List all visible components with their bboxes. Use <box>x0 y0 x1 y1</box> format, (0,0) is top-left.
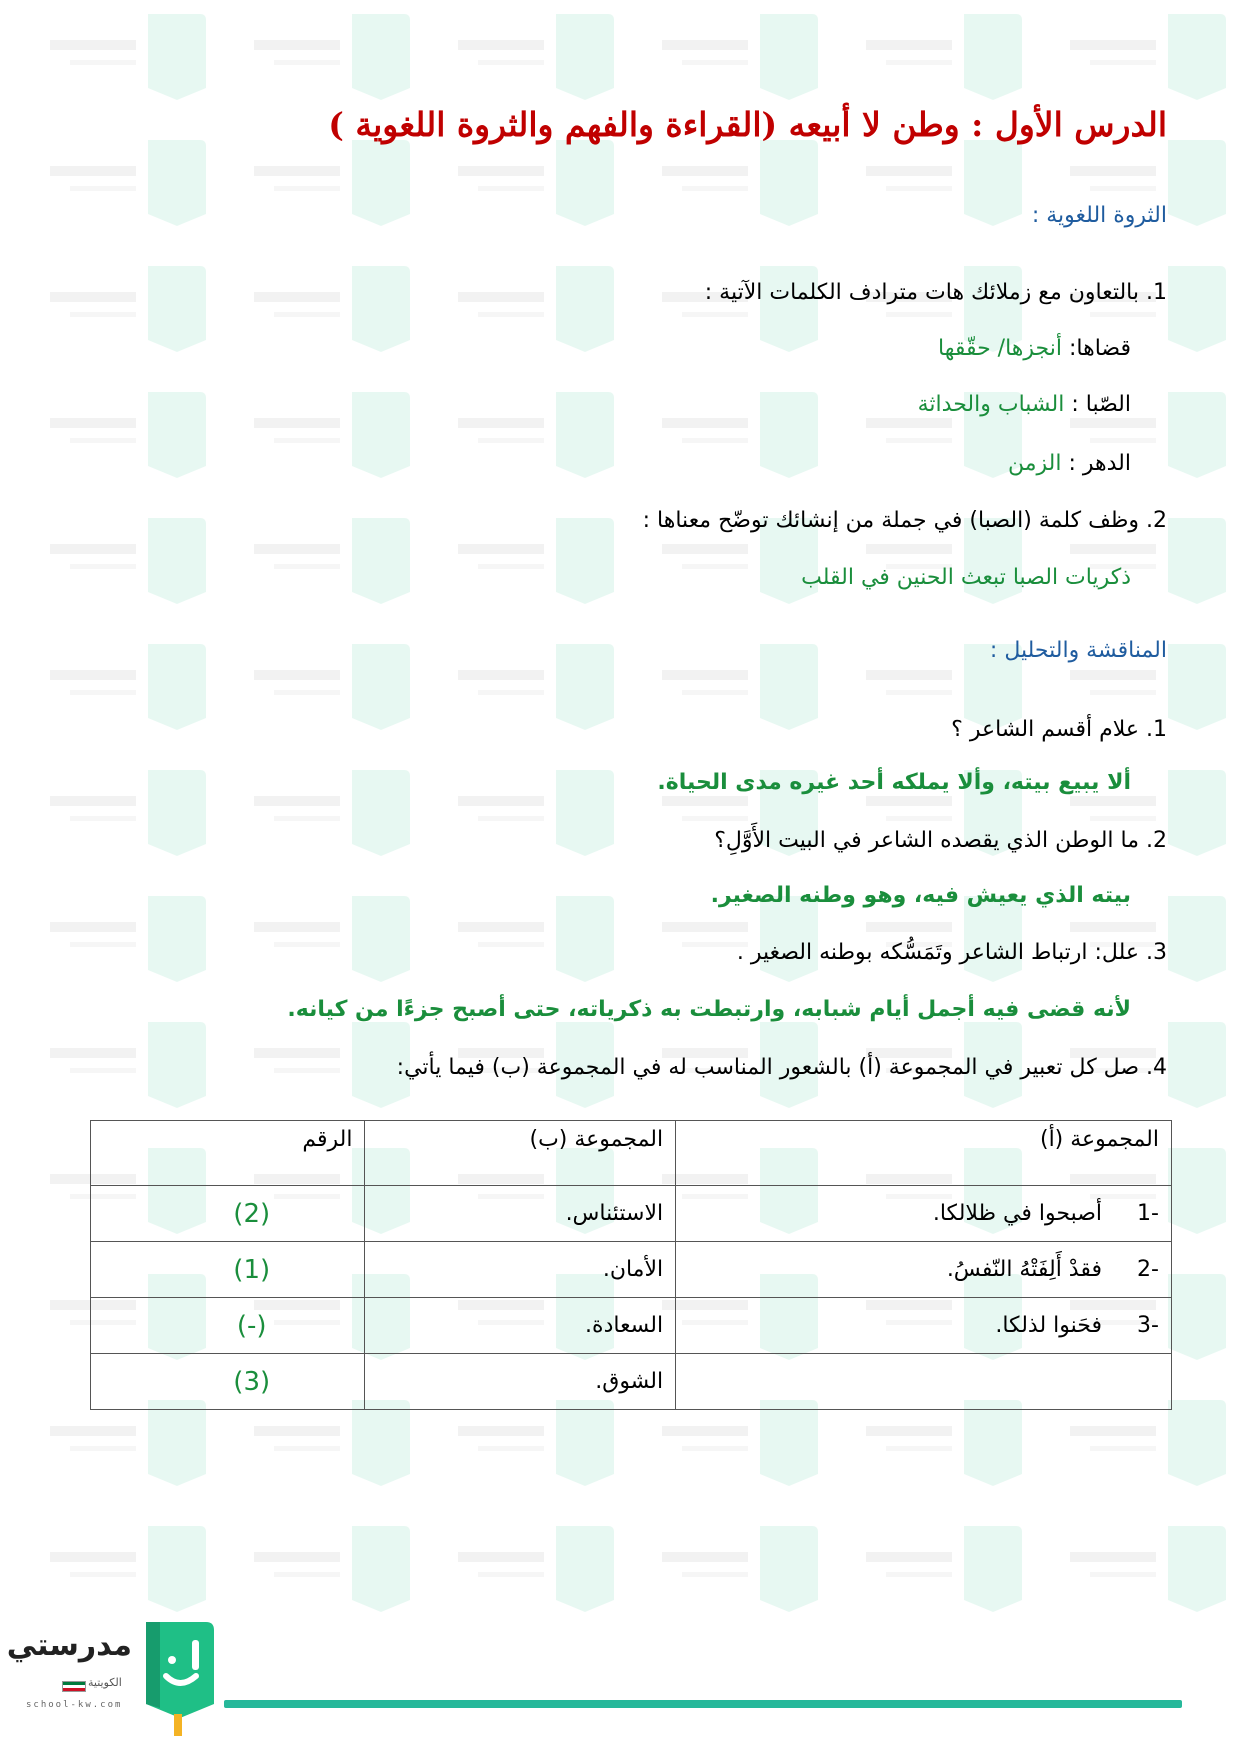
table-row <box>91 1186 1172 1242</box>
watermark-logo-icon <box>30 882 230 1002</box>
watermark-logo-icon <box>438 1512 638 1632</box>
group-b-cell: الشوق. <box>365 1354 676 1410</box>
question-text: ما الوطن الذي يقصده الشاعر في البيت الأَوَّلِ؟ <box>714 828 1139 853</box>
logo-subtitle-row <box>62 1678 132 1692</box>
vocab-q2-answer: ذكريات الصبا تبعث الحنين في القلب <box>801 565 1131 590</box>
answer-number-cell: (-) <box>91 1298 365 1354</box>
group-a-text: فحَنوا لذلكا. <box>995 1313 1102 1338</box>
watermark-logo-icon <box>234 1512 434 1632</box>
watermark-logo-icon <box>846 0 1046 120</box>
watermark-logo-icon <box>438 378 638 498</box>
header-group-a: المجموعة (أ) <box>676 1121 1172 1186</box>
watermark-logo-icon <box>642 1512 842 1632</box>
watermark-logo-icon <box>234 756 434 876</box>
watermark-logo-icon <box>234 882 434 1002</box>
matching-table <box>90 1120 1172 1410</box>
discussion-heading: المناقشة والتحليل : <box>989 638 1167 663</box>
watermark-logo-icon <box>1050 0 1241 120</box>
vocab-q2-number: 2. <box>1146 508 1167 533</box>
watermark-logo-icon <box>30 756 230 876</box>
vocab-item <box>938 336 1131 361</box>
question-number: 3. <box>1146 940 1167 965</box>
logo-url: school-kw.com <box>26 1700 123 1710</box>
vocab-word: الدهر : <box>1068 451 1131 476</box>
watermark-logo-icon <box>30 252 230 372</box>
vocab-q2-text: وظف كلمة (الصبا) في جملة من إنشائك توضّح معناها : <box>642 508 1139 533</box>
question-number: 2. <box>1146 828 1167 853</box>
vocab-word: الصّبا : <box>1071 392 1131 417</box>
vocab-word: قضاها: <box>1068 336 1131 361</box>
discussion-q3 <box>737 940 1167 965</box>
logo-book-icon <box>140 1618 218 1736</box>
watermark-logo-icon <box>30 378 230 498</box>
watermark-logo-icon <box>642 252 842 372</box>
group-a-cell <box>676 1354 1172 1410</box>
watermark-logo-icon <box>846 126 1046 246</box>
row-index: -1 <box>1137 1201 1159 1226</box>
watermark-logo-icon <box>438 882 638 1002</box>
question-text: علام أقسم الشاعر ؟ <box>951 717 1139 742</box>
discussion-q1 <box>951 717 1167 742</box>
group-b-cell: الاستئناس. <box>365 1186 676 1242</box>
answer-number-cell: (3) <box>91 1354 365 1410</box>
lesson-title: الدرس الأول : وطن لا أبيعه (القراءة والفهم والثروة اللغوية ) <box>328 105 1167 144</box>
group-a-text: أصبحوا في ظلالكا. <box>932 1201 1102 1226</box>
table-row <box>91 1354 1172 1410</box>
question-text: علل: ارتباط الشاعر وتَمَسُّكه بوطنه الصغير . <box>736 940 1139 965</box>
row-index: -3 <box>1137 1313 1159 1338</box>
watermark-logo-icon <box>30 1512 230 1632</box>
watermark-logo-icon <box>30 630 230 750</box>
watermark-logo-icon <box>30 1008 230 1128</box>
question-number: 4. <box>1146 1055 1167 1080</box>
watermark-logo-icon <box>438 252 638 372</box>
answer-number-cell: (1) <box>91 1242 365 1298</box>
group-b-cell: الأمان. <box>365 1242 676 1298</box>
watermark-logo-icon <box>642 378 842 498</box>
watermark-logo-icon <box>234 378 434 498</box>
discussion-q3-answer: لأنه قضى فيه أجمل أيام شبابه، وارتبطت به ذكرياته، حتى أصبح جزءًا من كيانه. <box>287 997 1131 1022</box>
watermark-logo-icon <box>234 126 434 246</box>
discussion-q1-answer: ألا يبيع بيته، وألا يملكه أحد غيره مدى الحياة. <box>657 770 1131 795</box>
table-row <box>91 1298 1172 1354</box>
watermark-logo-icon <box>234 252 434 372</box>
footer-divider <box>224 1700 1182 1708</box>
vocab-q2 <box>643 508 1167 533</box>
watermark-logo-icon <box>30 504 230 624</box>
watermark-logo-icon <box>30 126 230 246</box>
watermark-logo-icon <box>438 630 638 750</box>
vocab-q1-number: 1. <box>1146 280 1167 305</box>
watermark-logo-icon <box>438 126 638 246</box>
group-a-cell <box>676 1186 1172 1242</box>
watermark-logo-icon <box>642 0 842 120</box>
kuwait-flag-icon <box>62 1681 86 1692</box>
school-logo <box>6 1618 222 1738</box>
watermark-logo-icon <box>234 504 434 624</box>
watermark-logo-icon <box>438 504 638 624</box>
group-a-cell <box>676 1298 1172 1354</box>
vocab-item <box>1008 451 1131 476</box>
watermark-logo-icon <box>438 0 638 120</box>
table-header-row <box>91 1121 1172 1186</box>
logo-subtitle: الكويتية <box>88 1676 122 1689</box>
vocab-item <box>918 392 1131 417</box>
row-index: -2 <box>1137 1257 1159 1282</box>
discussion-q2 <box>714 828 1167 853</box>
vocab-q1-text: بالتعاون مع زملائك هات مترادف الكلمات الآتية : <box>704 280 1139 305</box>
watermark-logo-icon <box>1050 1512 1241 1632</box>
vocab-heading: الثروة اللغوية : <box>1031 203 1167 228</box>
group-b-cell: السعادة. <box>365 1298 676 1354</box>
vocab-answer: الزمن <box>1007 451 1062 476</box>
header-group-b: المجموعة (ب) <box>365 1121 676 1186</box>
watermark-logo-icon <box>642 126 842 246</box>
watermark-logo-icon <box>846 1512 1046 1632</box>
discussion-q2-answer: بيته الذي يعيش فيه، وهو وطنه الصغير. <box>710 883 1131 908</box>
watermark-logo-icon <box>1050 126 1241 246</box>
vocab-answer: أنجزها/ حقّقها <box>937 336 1062 361</box>
question-number: 1. <box>1146 717 1167 742</box>
watermark-logo-icon <box>642 630 842 750</box>
watermark-logo-icon <box>234 0 434 120</box>
group-a-text: فقدْ أَلِفَتْهُ النّفسُ. <box>946 1257 1102 1282</box>
logo-name: مدرستي <box>6 1628 132 1663</box>
answer-number-cell: (2) <box>91 1186 365 1242</box>
table-row <box>91 1242 1172 1298</box>
question-text: صل كل تعبير في المجموعة (أ) بالشعور المناسب له في المجموعة (ب) فيما يأتي: <box>396 1055 1139 1080</box>
vocab-q1 <box>705 280 1167 305</box>
watermark-logo-icon <box>438 756 638 876</box>
vocab-answer: الشباب والحداثة <box>917 392 1065 417</box>
header-number: الرقم <box>91 1121 365 1186</box>
group-a-cell <box>676 1242 1172 1298</box>
watermark-logo-icon <box>234 630 434 750</box>
watermark-logo-icon <box>30 0 230 120</box>
discussion-q4 <box>397 1055 1167 1080</box>
